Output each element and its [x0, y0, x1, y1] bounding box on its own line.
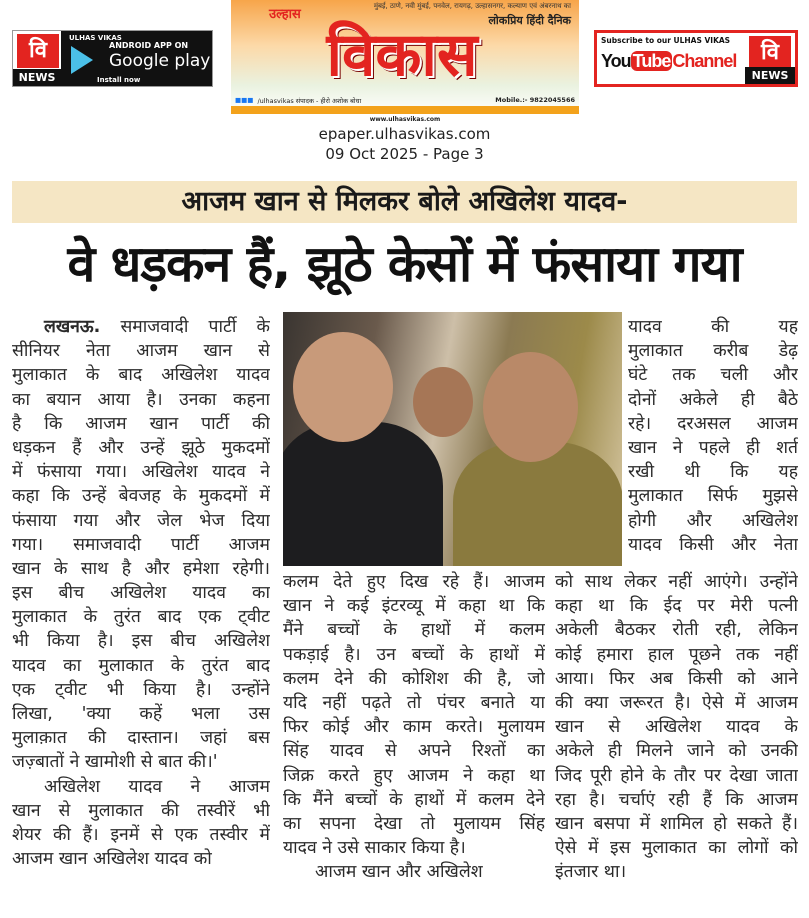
install-label: Install now — [97, 76, 141, 84]
headline: वे धड़कन हैं, झूठे केसों में फंसाया गया — [67, 235, 742, 293]
text-line: मुलाक़ात की दास्तान। जहां बस — [12, 728, 270, 749]
text-line: आजम खान अखिलेश यादव को — [12, 849, 212, 870]
text-line: रहे। दरअसल आजम — [628, 413, 798, 434]
text-line: इंतजार था। — [555, 862, 627, 883]
text-line: मुलाकात सिर्फ मुझसे — [628, 486, 798, 507]
text-line: जिद पूरी होने के तौर पर देखा जाता — [555, 765, 798, 786]
column-1 — [12, 315, 270, 871]
text-line: कि मैंने बच्चों के हाथों में कलम देने — [283, 789, 545, 810]
text-line: अकेले ही मिलने जाने को उनकी — [555, 741, 798, 762]
text-line: कहा था कि ईद पर मेरी पत्नी — [555, 596, 798, 617]
cities-line: मुंबई, ठाणे, नवी मुंबई, पनवेल, रायगढ़, उल्हासनगर, कल्याण एवं अंबरनाथ का — [373, 2, 571, 10]
text-line: मैंने बच्चों के हाथों में कलम — [283, 620, 545, 641]
text-line: खान से मुलाकात की तस्वीरें भी — [12, 800, 270, 821]
text-line: का सपना देखा तो मुलायम सिंह — [283, 813, 545, 834]
text-line: जिक्र करते हुए आजम ने कहा था — [283, 765, 545, 786]
mobile-number: Mobile.:- 9822045566 — [495, 96, 575, 104]
masthead-info-strip — [231, 94, 579, 106]
text-line: को साथ लेकर नहीं आएंगे। उन्होंने — [555, 572, 798, 592]
dateline: लखनऊ. — [44, 317, 101, 337]
text-line: अखिलेश यादव ने आजम — [44, 776, 270, 797]
text-line: खान के साथ है और हमेशा रहेगी। — [12, 558, 270, 579]
text-line: कलम देते हुए दिख रहे हैं। आजम — [283, 572, 545, 592]
text-line: ऐसे में इस मुलाकात का लोगों को — [555, 838, 798, 859]
epaper-info — [0, 124, 809, 164]
text-line: खान से अखिलेश यादव के — [555, 717, 798, 738]
text-line: फंसाया गया और जेल भेज दिया — [12, 510, 270, 531]
text-line: मुलाकात के बाद अखिलेश यादव — [12, 365, 270, 386]
text-line: कलम देने की कोशिश की है, जो — [283, 668, 545, 689]
social-handle: /ulhasvikas संपादक - हीरो अशोक बोधा — [257, 96, 362, 105]
text-line: भी किया है। इस बीच अखिलेश — [12, 631, 270, 652]
text-line: खान ने पहले ही शर्त — [628, 437, 798, 458]
article-photo — [283, 312, 622, 566]
text-line: रहा है। चर्चाएं रही हैं कि आजम — [555, 789, 798, 810]
text: समाजवादी पार्टी के — [100, 317, 270, 337]
text-line: मुलाकात के तुरंत बाद एक ट्वीट — [12, 607, 270, 628]
text-line: जज़्बातों ने खामोशी से बात की।' — [12, 752, 218, 773]
masthead-title: विकास — [326, 20, 478, 90]
text-line: यादव ने उसे साकार किया है। — [283, 838, 466, 859]
text-line: कोई हमारा हाल पूछने तक नहीं — [555, 644, 798, 665]
android-app-banner[interactable] — [12, 30, 213, 87]
text-line: में फंसाया गया। अखिलेश यादव ने — [12, 462, 270, 483]
date-page: 09 Oct 2025 - Page 3 — [325, 145, 484, 163]
text-line: होगी और अखिलेश — [628, 510, 798, 531]
google-play-label: Google play — [109, 51, 211, 71]
youtube-channel-label: You Tube Channel — [601, 51, 737, 71]
text-line: यादव की यह — [628, 317, 798, 337]
text-line: गया। समाजवादी पार्टी आजम — [12, 534, 270, 555]
text-line: फिर कोई और काम करते। मुलायम — [283, 717, 545, 738]
text-line: सिंह यादव से अपने रिश्तों का — [283, 741, 545, 762]
google-play-icon — [71, 46, 93, 74]
text-line: दोनों अकेले ही बैठे — [628, 389, 798, 410]
text-line: यादव का मुलाकात के तुरंत बाद — [12, 655, 270, 676]
text-line: एक ट्वीट भी किया है। उन्होंने — [12, 679, 270, 700]
text-line: का बयान आया है। उनका कहना — [12, 389, 270, 410]
tagline: लोकप्रिय हिंदी दैनिक — [488, 14, 571, 27]
column-2 — [283, 570, 545, 884]
ulhas-vikas-news-logo: वि NEWS — [745, 33, 795, 84]
text-line: रखी थी कि यह — [628, 462, 798, 483]
text-line: की क्या जरूरत है। ऐसे में आजम — [555, 692, 798, 713]
text-line: घंटे तक चली और — [628, 365, 798, 386]
text-line: धड़कन हैं और उन्हें झूठे मुकदमों — [12, 437, 270, 458]
text-line: खान बसपा में शामिल हो सकते हैं। — [555, 813, 798, 834]
text-line: शेयर की हैं। इनमें से एक तस्वीर में — [12, 824, 270, 845]
ulhas-vikas-news-logo: वि NEWS — [13, 31, 63, 86]
column-3-bottom — [555, 570, 798, 884]
text-line: खान ने कई इंटरव्यू में कहा था कि — [283, 596, 545, 617]
text-line — [12, 315, 270, 339]
masthead-small-title: उल्हास — [269, 7, 301, 22]
column-3-top — [628, 315, 798, 557]
text-line: लिखा, 'क्या कहें भला उस — [12, 704, 270, 724]
masthead — [231, 0, 579, 123]
website-link[interactable]: www.ulhasvikas.com — [366, 116, 445, 123]
text-line: कहा कि उन्हें बेवजह के मुकदमों में — [12, 486, 270, 507]
social-icons: ■■■ — [235, 96, 254, 104]
text-line: आजम खान और अखिलेश — [315, 862, 483, 883]
text-line: मुलाकात करीब डेढ़ — [628, 341, 798, 362]
text-line: है कि आजम खान पार्टी की — [12, 413, 270, 434]
text-line: इस बीच अखिलेश यादव का — [12, 583, 270, 604]
text-line: सीनियर नेता आजम खान से — [12, 341, 270, 362]
text-line: अकेली बैठकर रोती रही, लेकिन — [555, 620, 798, 641]
youtube-channel-banner[interactable] — [594, 30, 798, 87]
site-url: epaper.ulhasvikas.com — [318, 125, 491, 143]
kicker: आजम खान से मिलकर बोले अखिलेश यादव- — [12, 181, 797, 223]
subscribe-label: Subscribe to our ULHAS VIKAS — [601, 36, 731, 45]
android-label: ANDROID APP ON — [109, 41, 189, 50]
text-line: पकड़ाई है। उन बच्चों के हाथों में — [283, 644, 545, 665]
brand-label: ULHAS VIKAS — [69, 34, 122, 42]
text-line: यदि नहीं पढ़ते तो पंचर बनाते या — [283, 692, 545, 713]
text-line: आया। फिर अब किसी को आने — [555, 668, 798, 689]
text-line: यादव किसी और नेता — [628, 534, 798, 555]
